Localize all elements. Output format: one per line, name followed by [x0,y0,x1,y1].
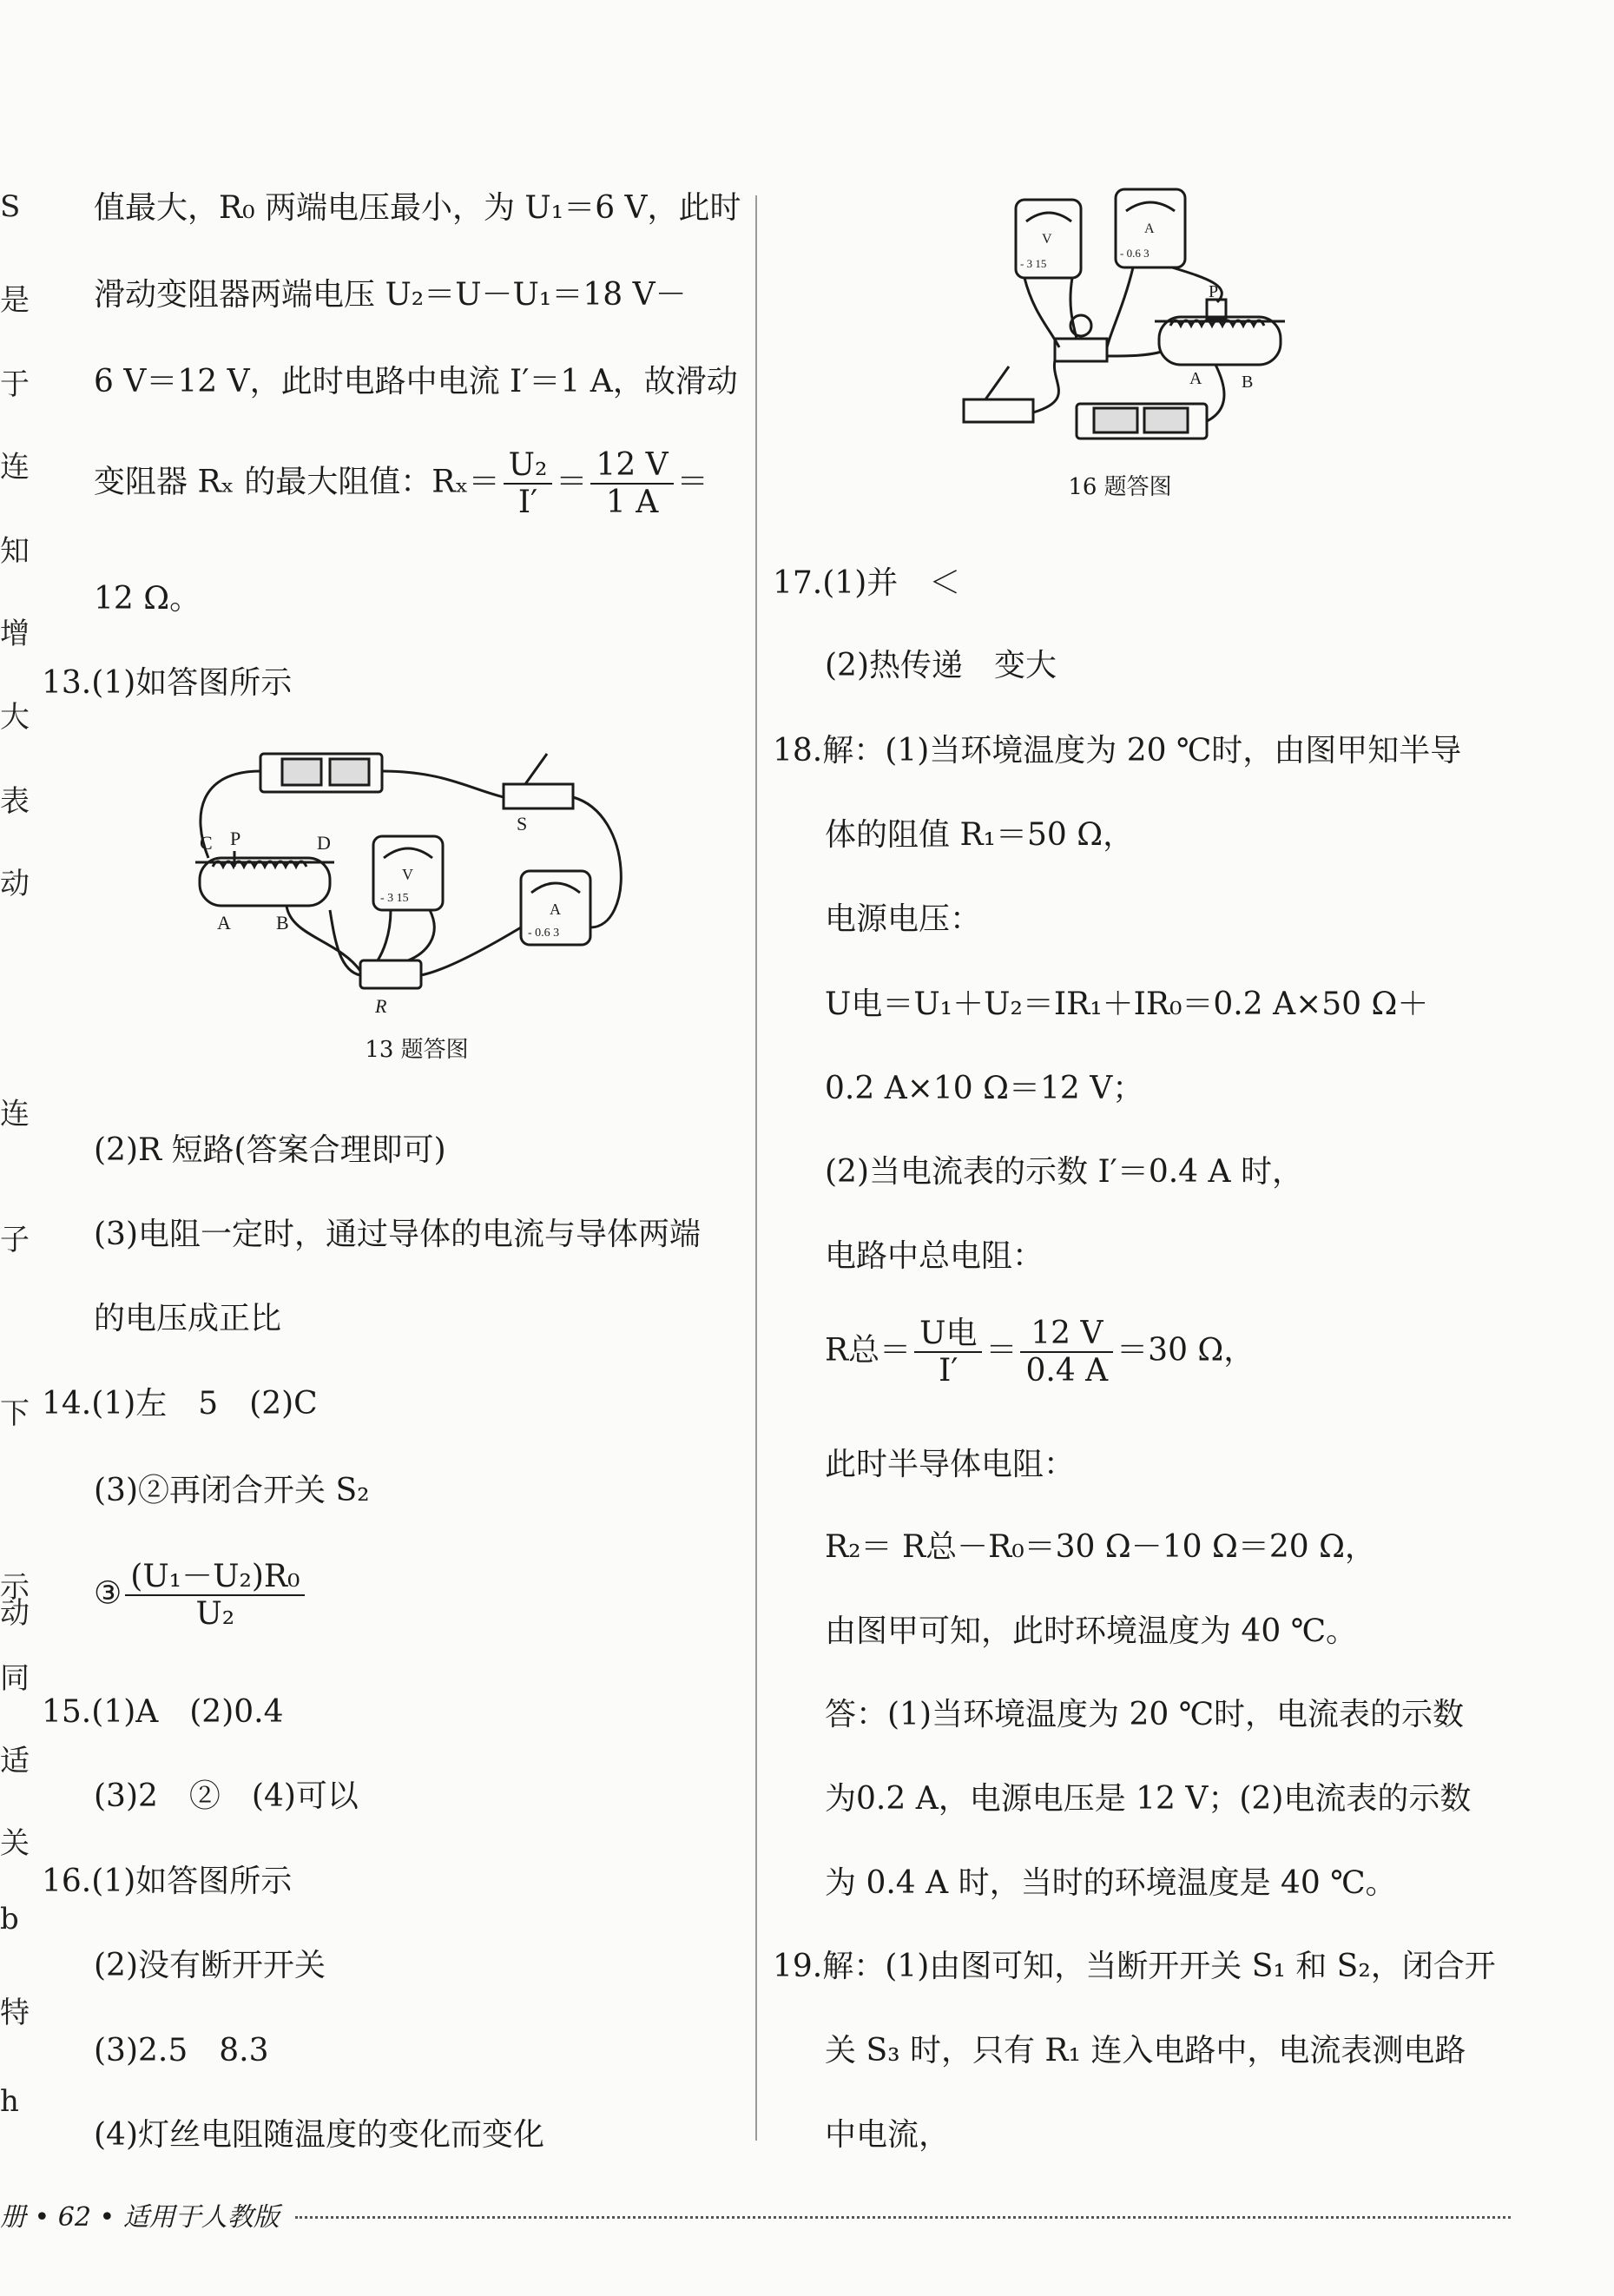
label-p: P [230,828,241,849]
label-p: P [1209,282,1219,301]
voltmeter-symbol: V [402,866,413,883]
denominator: 1 A [605,485,659,521]
text-line: (2)没有断开开关 [94,1948,326,1983]
text-line: 由图甲可知，此时环境温度为 40 ℃。 [825,1613,1357,1649]
text-line: (3)2.5 8.3 [94,2033,269,2068]
voltmeter-symbol: V [1042,232,1052,247]
edge-char: h [0,2084,19,2119]
question-19: 19.解：(1)由图可知，当断开开关 S₁ 和 S₂，闭合开 [773,1949,1496,1984]
text-line: 此时半导体电阻： [825,1447,1076,1482]
numerator: 12 V [1020,1316,1113,1353]
text-line: (2)R 短路(答案合理即可) [94,1132,446,1168]
text-line: (2)热传递 变大 [825,648,1057,683]
formula-text: ＝ [985,1332,1018,1369]
formula-line [94,1559,308,1633]
figure-caption-13: 13 题答图 [365,1037,469,1063]
question-17: 17.(1)并 ＜ [773,565,961,601]
edge-char: 连 [0,1097,30,1132]
edge-char: 示 [0,1570,30,1605]
numerator: (U₁－U₂)R₀ [125,1559,305,1596]
text-line: U电＝U₁＋U₂＝IR₁＋IR₀＝0.2 A×50 Ω＋ [825,986,1429,1022]
label-b: B [1242,373,1254,392]
text-line: 为0.2 A，电源电压是 12 V；(2)电流表的示数 [825,1781,1472,1817]
text-line: (3)2 ② (4)可以 [94,1778,359,1814]
text-line: 为 0.4 A 时，当时的环境温度是 40 ℃。 [825,1865,1397,1901]
footer-dotted-rule [295,2216,1511,2219]
edge-char: 是 [0,283,30,318]
edge-char: 于 [0,367,30,402]
text-line: (3)电阻一定时，通过导体的电流与导体两端 [94,1217,701,1252]
edge-char: 下 [0,1396,30,1431]
numerator: 12 V [590,447,673,485]
edge-char: 动 [0,867,30,901]
formula-line [825,1316,1255,1389]
fraction [125,1559,305,1633]
label-s: S [517,813,528,835]
formula-text: ＝ [676,464,708,500]
text-line: 滑动变阻器两端电压 U₂＝U－U₁＝18 V－ [94,277,687,313]
edge-char: 连 [0,450,30,485]
numerator: U₂ [504,447,553,485]
denominator: I′ [939,1353,959,1389]
circuit-diagram-16 [946,182,1311,443]
denominator: 0.4 A [1025,1353,1109,1389]
edge-char: 适 [0,1744,30,1778]
question-15: 15.(1)A (2)0.4 [42,1694,284,1730]
figure-caption-16: 16 题答图 [1068,474,1172,500]
label-d: D [317,832,331,854]
ammeter-terminals: - 0.6 3 [528,927,560,940]
text-line: 关 S₃ 时，只有 R₁ 连入电路中，电流表测电路 [825,2033,1466,2068]
text-line: 体的阻值 R₁＝50 Ω， [825,817,1135,853]
edge-char: S [0,189,21,224]
formula-text: 变阻器 Rₓ 的最大阻值：Rₓ＝ [94,464,500,500]
text-line: 电源电压： [825,901,982,937]
text-line: (4)灯丝电阻随温度的变化而变化 [94,2117,544,2153]
text-line: 答：(1)当环境温度为 20 ℃时，电流表的示数 [825,1697,1464,1732]
formula-line [94,447,708,521]
fraction [504,447,553,521]
text-line: 电路中总电阻： [825,1238,1044,1274]
fraction [914,1316,982,1389]
label-a: A [217,912,231,934]
formula-text: R总＝ [825,1332,912,1369]
circled-number: ③ [94,1575,122,1612]
question-13: 13.(1)如答图所示 [42,665,293,701]
label-c: C [200,832,213,854]
formula-text: ＝ [556,464,588,500]
text-line: 0.2 A×10 Ω＝12 V； [825,1071,1144,1106]
text-line: 的电压成正比 [94,1301,282,1336]
text-line: (2)当电流表的示数 I′＝0.4 A 时， [825,1154,1303,1190]
voltmeter-terminals: - 3 15 [380,892,409,905]
page-footer: 册 • 62 • 适用于人教版 [0,2202,280,2233]
ammeter-symbol: A [550,901,561,918]
text-line: 中电流， [825,2117,951,2153]
edge-char: 同 [0,1661,30,1696]
edge-char: 子 [0,1223,30,1257]
edge-char: 知 [0,534,30,569]
numerator: U电 [914,1316,982,1353]
edge-char: b [0,1902,19,1936]
edge-char: 大 [0,700,30,735]
label-a: A [1189,369,1202,388]
circuit-diagram-13 [182,736,651,1023]
label-r: R [375,995,387,1017]
ammeter-terminals: - 0.6 3 [1120,247,1150,260]
edge-char: 特 [0,1996,30,2030]
question-16: 16.(1)如答图所示 [42,1864,293,1899]
edge-char: 增 [0,617,30,651]
fraction [1020,1316,1113,1389]
question-18: 18.解：(1)当环境温度为 20 ℃时，由图甲知半导 [773,733,1462,769]
label-b: B [276,912,289,934]
fraction [590,447,673,521]
denominator: I′ [517,485,538,521]
text-line: 6 V＝12 V，此时电路中电流 I′＝1 A，故滑动 [94,364,738,399]
text-line: 12 Ω。 [94,581,201,617]
formula-text: ＝30 Ω， [1117,1332,1255,1369]
edge-char: 关 [0,1826,30,1861]
text-line: 值最大，R₀ 两端电压最小，为 U₁＝6 V，此时 [94,190,741,226]
edge-char: 动 [0,1596,30,1631]
text-line: (3)②再闭合开关 S₂ [94,1473,370,1508]
denominator: U₂ [195,1596,235,1633]
text-line: R₂＝ R总－R₀＝30 Ω－10 Ω＝20 Ω， [825,1529,1376,1565]
edge-char: 表 [0,784,30,819]
column-divider [755,195,757,2141]
question-14: 14.(1)左 5 (2)C [42,1386,318,1422]
ammeter-symbol: A [1144,221,1155,236]
voltmeter-terminals: - 3 15 [1020,257,1047,270]
